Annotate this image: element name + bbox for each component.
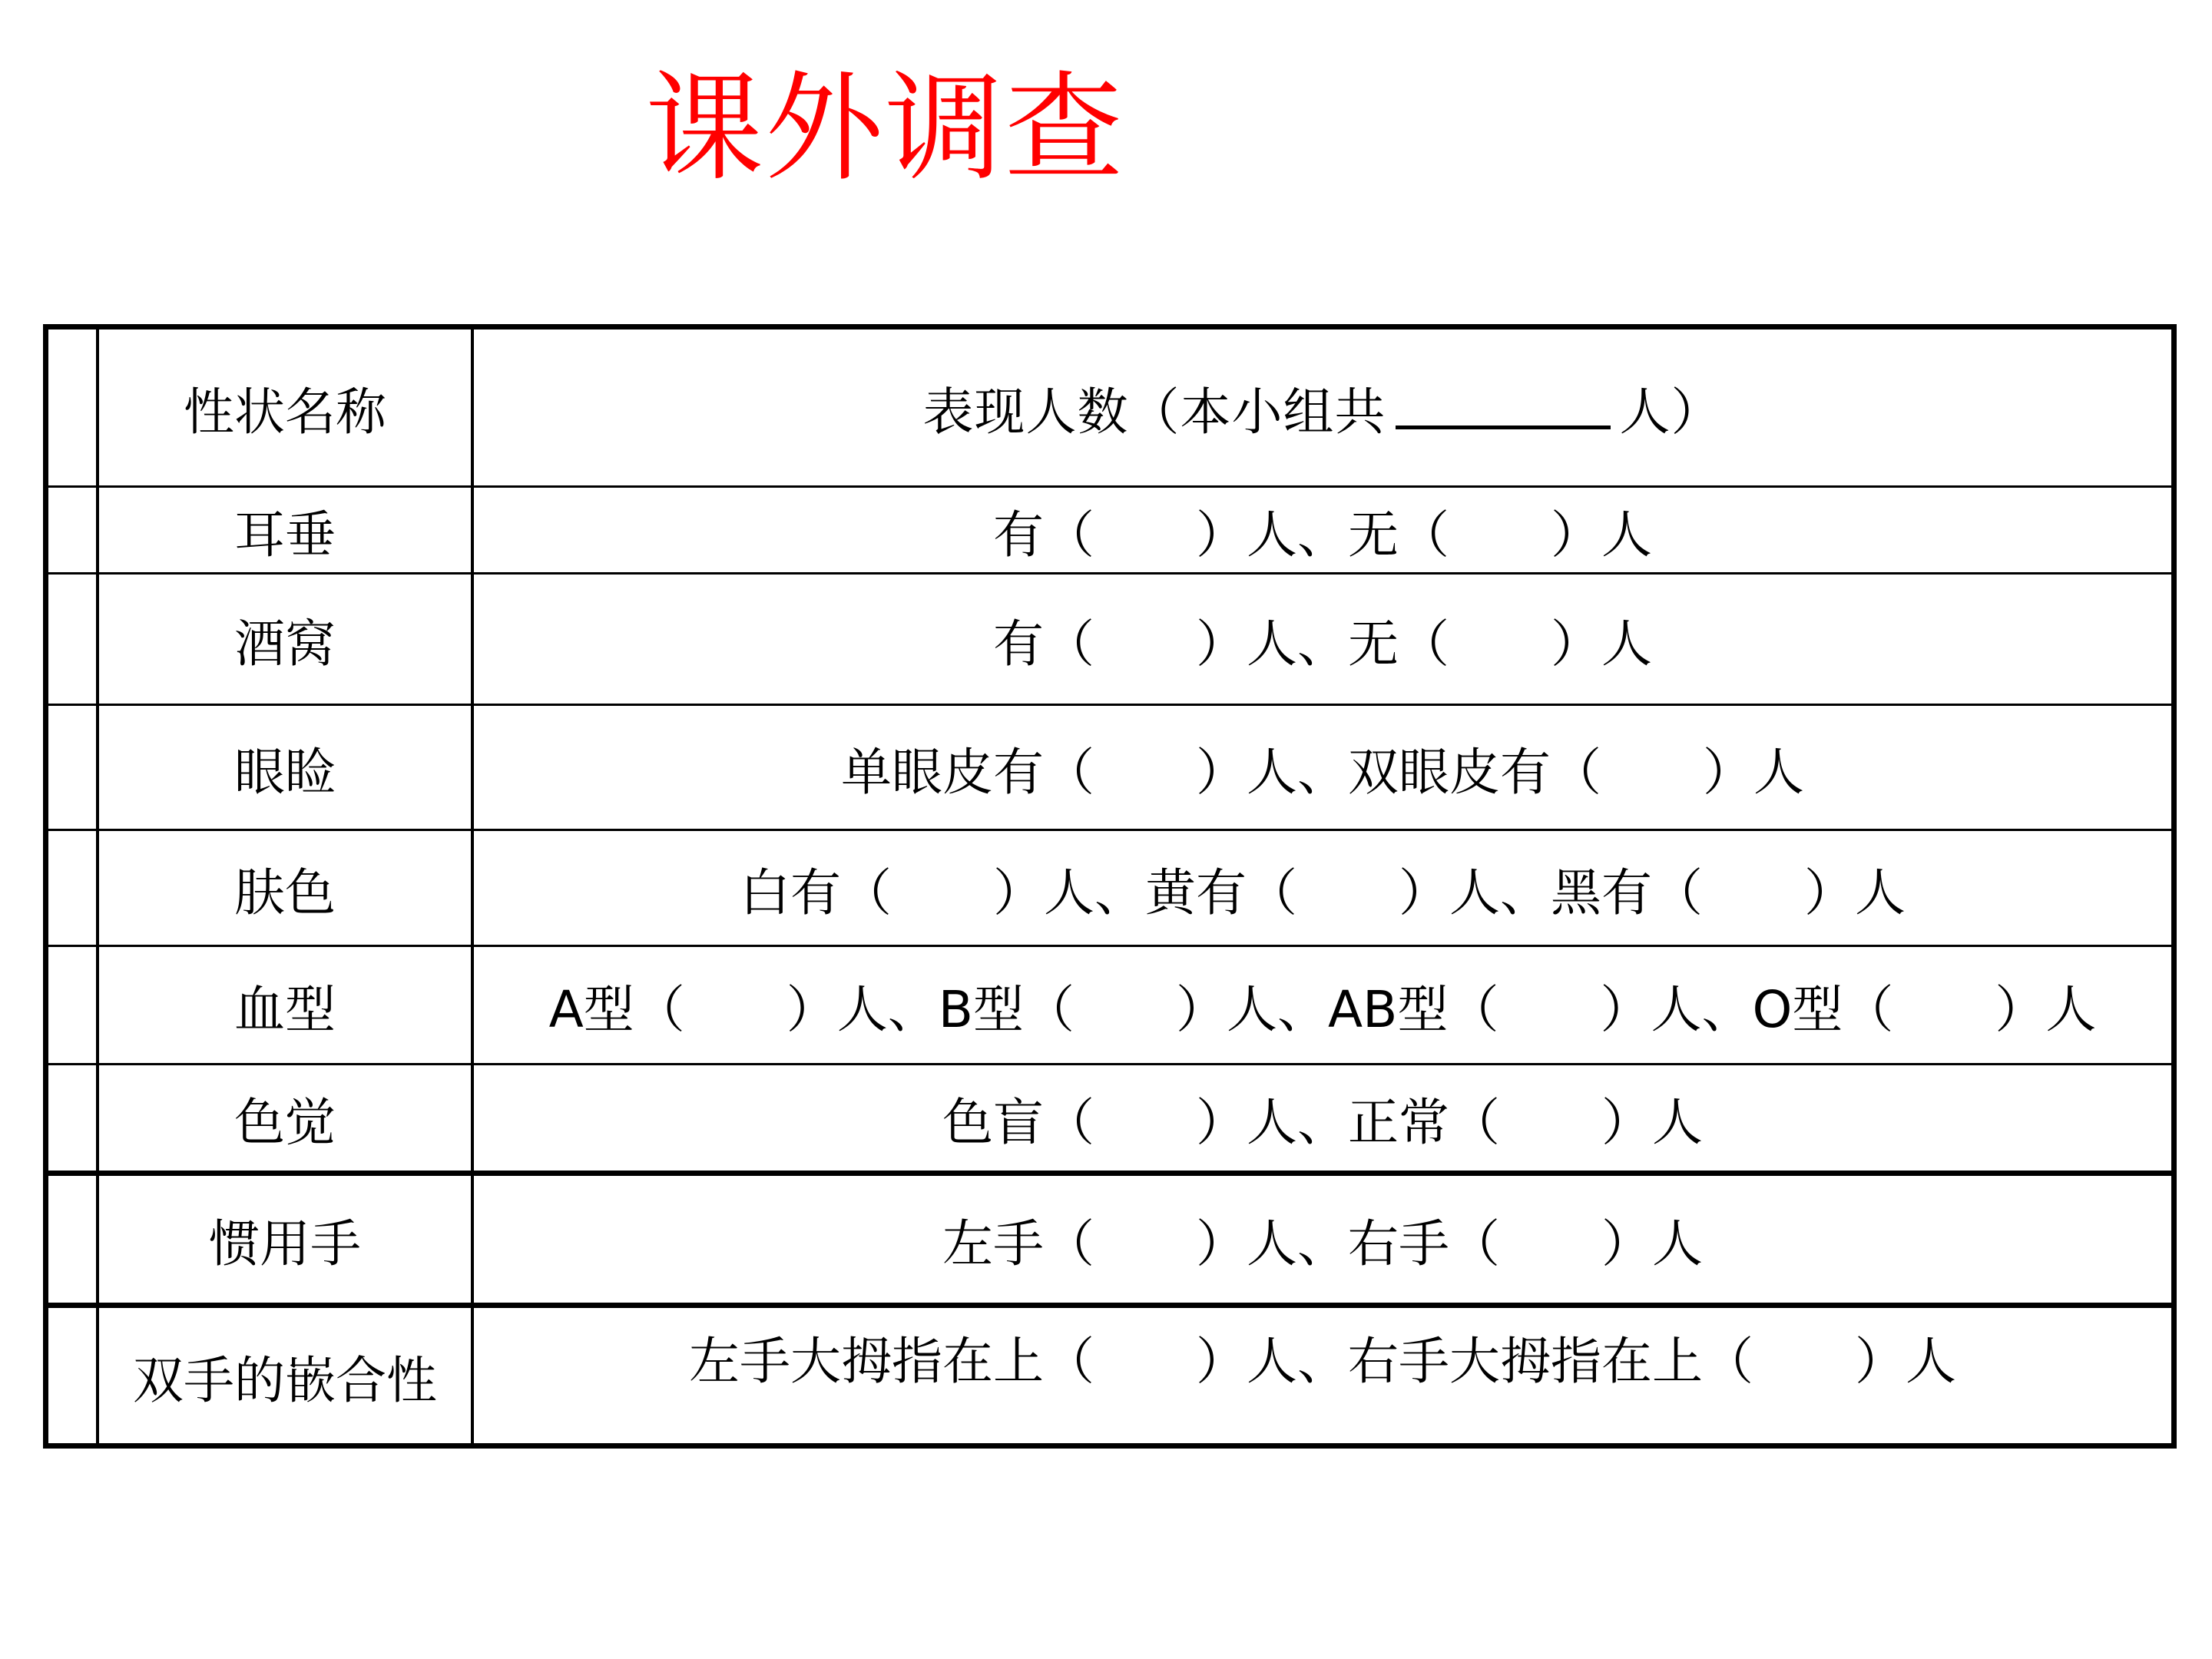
row-side-cell bbox=[48, 488, 99, 572]
trait-value-cell[interactable]: 单眼皮有（ ）人、双眼皮有（ ）人 bbox=[841, 742, 1804, 802]
table-row bbox=[48, 1065, 2171, 1176]
trait-name-cell: 惯用手 bbox=[99, 1176, 474, 1303]
trait-value-cell[interactable]: 有（ ）人、无（ ）人 bbox=[993, 614, 1652, 674]
table-row bbox=[48, 947, 2171, 1065]
row-side-cell bbox=[48, 1176, 99, 1303]
header-trait-name: 性状名称 bbox=[99, 329, 474, 485]
trait-name-cell: 双手的嵌合性 bbox=[99, 1308, 474, 1443]
table-header-row bbox=[48, 329, 2171, 488]
table-row bbox=[48, 488, 2171, 575]
trait-value-cell[interactable]: 左手（ ）人、右手（ ）人 bbox=[942, 1214, 1703, 1273]
table-row bbox=[48, 706, 2171, 831]
trait-value-cell[interactable]: 白有（ ）人、黄有（ ）人、黑有（ ）人 bbox=[740, 863, 1906, 922]
table-row bbox=[48, 1308, 2171, 1443]
survey-table bbox=[43, 324, 2177, 1449]
page-title: 课外调查 bbox=[645, 60, 1125, 197]
row-side-cell bbox=[48, 1308, 99, 1443]
trait-value-cell[interactable]: 有（ ）人、无（ ）人 bbox=[993, 505, 1652, 565]
header-count-suffix: 人） bbox=[1619, 382, 1723, 442]
row-side-cell bbox=[48, 947, 99, 1063]
trait-name-cell: 酒窝 bbox=[99, 575, 474, 704]
table-row bbox=[48, 575, 2171, 706]
trait-name-cell: 耳垂 bbox=[99, 488, 474, 572]
table-row bbox=[48, 831, 2171, 947]
row-side-cell bbox=[48, 706, 99, 829]
row-side-cell bbox=[48, 329, 99, 485]
row-side-cell bbox=[48, 831, 99, 945]
trait-name-cell: 色觉 bbox=[99, 1065, 474, 1171]
row-side-cell bbox=[48, 575, 99, 704]
trait-name-cell: 肤色 bbox=[99, 831, 474, 945]
row-side-cell bbox=[48, 1065, 99, 1171]
header-count-prefix: 表现人数（本小组共 bbox=[922, 382, 1386, 442]
trait-name-cell: 眼睑 bbox=[99, 706, 474, 829]
trait-value-cell[interactable]: A型（ ）人、B型（ ）人、AB型（ ）人、O型（ ）人 bbox=[548, 980, 2097, 1039]
header-count-cell bbox=[474, 329, 2171, 485]
trait-value-cell[interactable]: 左手大拇指在上（ ）人、右手大拇指在上（ ）人 bbox=[689, 1332, 1956, 1391]
trait-value-cell[interactable]: 色盲（ ）人、正常（ ）人 bbox=[942, 1093, 1703, 1152]
trait-name-cell: 血型 bbox=[99, 947, 474, 1063]
group-total-blank[interactable] bbox=[1396, 386, 1611, 429]
table-row bbox=[48, 1176, 2171, 1308]
